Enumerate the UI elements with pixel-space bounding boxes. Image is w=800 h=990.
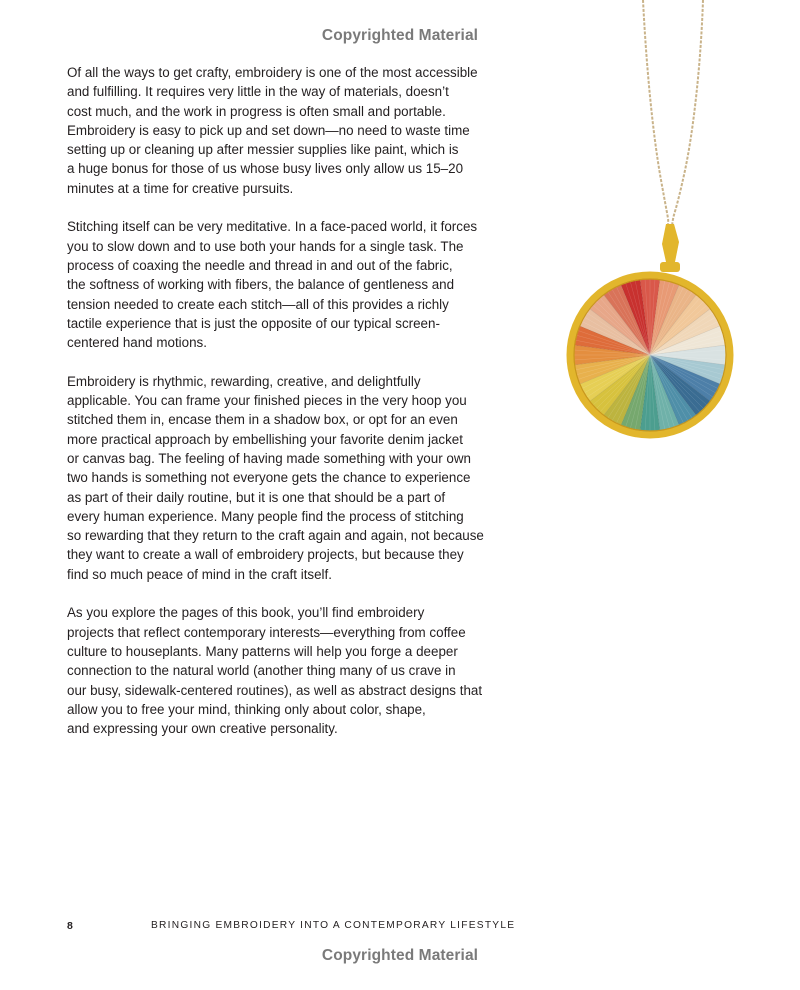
text-line: more practical approach by embellishing your favorite denim jacket: [67, 431, 463, 447]
paragraph: [67, 372, 517, 584]
text-line: two hands is something not everyone gets the chance to experience: [67, 470, 471, 486]
watermark-top: Copyrighted Material: [321, 27, 479, 44]
text-line: centered hand motions.: [67, 335, 207, 351]
paragraph: [67, 603, 517, 738]
text-line: culture to houseplants. Many patterns will help you forge a deeper: [67, 643, 458, 659]
text-line: tactile experience that is just the opposite of our typical screen-: [67, 315, 440, 331]
chain-strand: [643, 0, 668, 226]
text-line: process of coaxing the needle and thread in and out of the fabric,: [67, 257, 453, 273]
text-line: Embroidery is easy to pick up and set down—no need to waste time: [67, 122, 470, 138]
text-line: minutes at a time for creative pursuits.: [67, 180, 294, 196]
paragraph: [67, 217, 517, 352]
text-line: the softness of working with fibers, the balance of gentleness and: [67, 277, 455, 293]
text-line: allow you to free your mind, thinking only about color, shape,: [67, 701, 426, 717]
text-line: Of all the ways to get crafty, embroidery is one of the most accessible: [67, 65, 478, 80]
text-line: and fulfilling. It requires very little in the way of materials, doesn’t: [67, 84, 449, 100]
text-line: Embroidery is rhythmic, rewarding, creative, and delightfully: [67, 373, 421, 389]
text-line: and expressing your own creative personality.: [67, 721, 338, 737]
page-number: 8: [67, 920, 73, 932]
text-line: our busy, sidewalk-centered routines), as well as abstract designs that: [67, 682, 483, 698]
text-line: they want to create a wall of embroidery projects, but because they: [67, 547, 464, 563]
pendant-bail: [660, 224, 680, 272]
page-footer: [0, 920, 800, 936]
text-line: or canvas bag. The feeling of having made something with your own: [67, 450, 471, 466]
text-line: a huge bonus for those of us whose busy lives only allow us 15–20: [67, 161, 464, 177]
text-line: Stitching itself can be very meditative. In a face-paced world, it forces: [67, 219, 478, 235]
embroidered-pendant-image: [560, 0, 750, 450]
text-line: as part of their daily routine, but it is one that should be a part of: [67, 489, 446, 505]
text-line: applicable. You can frame your finished pieces in the very hoop you: [67, 393, 467, 409]
chain-strand: [672, 0, 703, 226]
text-line: projects that reflect contemporary interests—everything from coffee: [67, 624, 466, 640]
paragraph: [67, 63, 517, 198]
watermark-bottom: Copyrighted Material: [321, 947, 479, 964]
text-line: every human experience. Many people find the process of stitching: [67, 508, 464, 524]
text-line: cost much, and the work in progress is often small and portable.: [67, 103, 446, 119]
text-line: setting up or cleaning up after messier supplies like paint, which is: [67, 142, 459, 158]
running-head: BRINGING EMBROIDERY INTO A CONTEMPORARY LIFESTYLE: [151, 920, 516, 931]
text-line: tension needed to create each stitch—all of this provides a richly: [67, 296, 449, 312]
text-line: you to slow down and to use both your hands for a single task. The: [67, 238, 464, 254]
necklace-chain: [643, 0, 703, 226]
text-line: so rewarding that they return to the craft again and again, not because: [67, 528, 484, 544]
text-line: As you explore the pages of this book, you’ll find embroidery: [67, 605, 425, 621]
text-line: stitched them in, encase them in a shadow box, or opt for an even: [67, 412, 458, 428]
text-line: find so much peace of mind in the craft itself.: [67, 566, 332, 582]
text-line: connection to the natural world (another thing many of us crave in: [67, 663, 456, 679]
body-text: [67, 63, 517, 758]
